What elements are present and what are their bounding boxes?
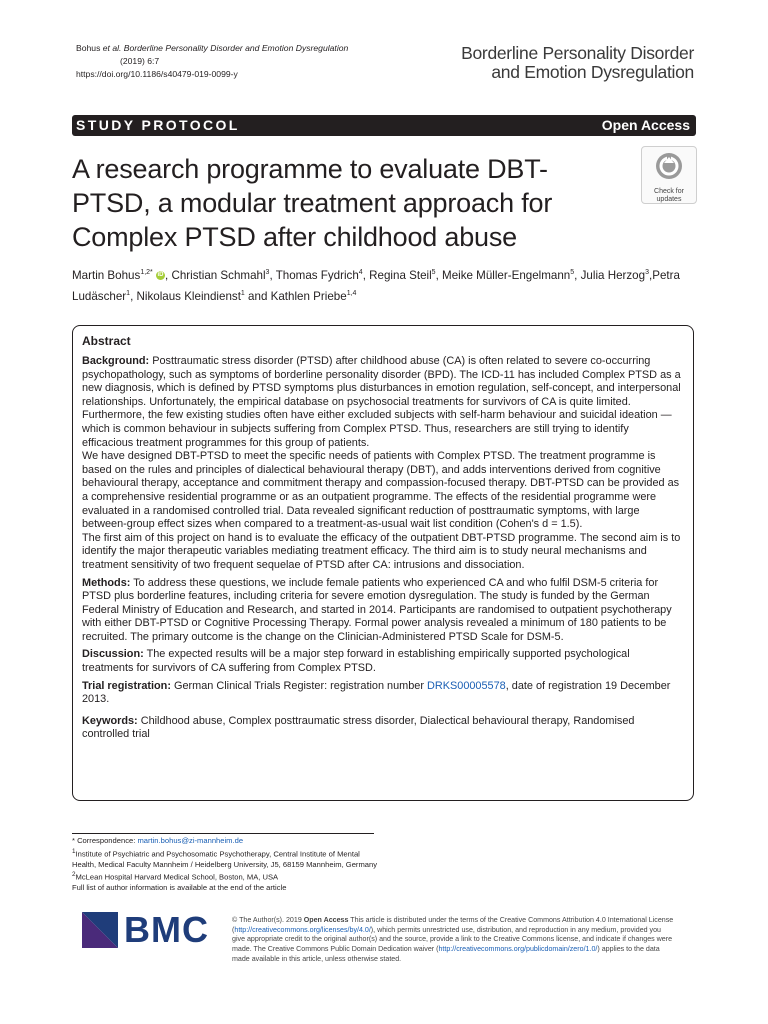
author-name[interactable]: Nikolaus Kleindienst xyxy=(136,289,241,303)
affiliation-2-text: McLean Hospital Harvard Medical School, Boston, MA, USA xyxy=(75,872,279,882)
background-text-3: The first aim of this project on hand is to evaluate the efficacy of the outpatient DBT-PTSD programme. The second aim is to identify the major therapeutic variables mediating treatment efficacy. The third aim is to study neural mechanisms and treatment sensitivity of two frequent sequelae of PTSD after CA: intrusions and dissociation. xyxy=(82,531,681,571)
trial-registration-link[interactable]: DRKS00005578 xyxy=(427,679,506,692)
author-name[interactable]: Thomas Fydrich xyxy=(275,268,359,282)
trial-label: Trial registration: xyxy=(82,679,171,692)
author-name[interactable]: Christian Schmahl xyxy=(171,268,266,282)
check-updates-icon xyxy=(654,151,684,181)
license-statement xyxy=(232,916,674,965)
check-updates-label xyxy=(642,188,696,204)
license-cc0-link[interactable]: http://creativecommons.org/publicdomain/zero/1.0/ xyxy=(438,945,598,954)
correspondence-label: * Correspondence: xyxy=(72,836,138,845)
citation-doi[interactable]: https://doi.org/10.1186/s40479-019-0099-y xyxy=(76,69,238,79)
author-affiliation-sup: 5 xyxy=(570,269,575,276)
author-separator: , xyxy=(648,268,653,282)
journal-name xyxy=(461,44,694,82)
methods-label: Methods: xyxy=(82,576,131,589)
affiliation-1 xyxy=(72,847,382,871)
author-separator: , xyxy=(165,268,172,282)
open-access-label: Open Access xyxy=(601,117,690,133)
bmc-logo-mark-icon xyxy=(82,912,118,948)
author-name[interactable]: Meike Müller-Engelmann xyxy=(442,268,571,282)
orcid-icon[interactable]: iD xyxy=(157,272,164,279)
article-type-bar xyxy=(72,115,696,136)
author-affiliation-sup: 3 xyxy=(265,269,270,276)
author-separator: , xyxy=(269,268,276,282)
bmc-logo xyxy=(82,909,217,956)
keywords-text: Childhood abuse, Complex posttraumatic stress disorder, Dialectical behavioural therapy, Randomised controlled trial xyxy=(82,714,635,741)
discussion-text: The expected results will be a major step forward in establishing empirically supported psychological treatments for survivors of CA suffering from Complex PTSD. xyxy=(82,648,630,675)
article-type-label: STUDY PROTOCOL xyxy=(76,117,240,133)
affiliation-2 xyxy=(72,870,382,883)
citation-volume: (2019) 6:7 xyxy=(120,56,160,66)
author-separator: , xyxy=(435,268,443,282)
author-affiliation-sup: 4 xyxy=(358,269,363,276)
author-name[interactable]: Kathlen Priebe xyxy=(270,289,347,303)
author-separator: , xyxy=(574,268,581,282)
footnotes xyxy=(72,836,382,894)
license-open-access: Open Access xyxy=(303,916,349,924)
citation-journal: et al. Borderline Personality Disorder and Emotion Dysregulation xyxy=(102,43,349,53)
check-updates-line2: updates xyxy=(656,196,682,203)
author-affiliation-sup: 1 xyxy=(240,289,245,297)
author-list xyxy=(72,264,700,306)
article-title: A research programme to evaluate DBT-PTSD, a modular treatment approach for Complex PTSD after childhood abuse xyxy=(72,154,553,252)
abstract-discussion xyxy=(82,648,683,675)
license-text-1: This article is distributed under the terms of the Creative Commons Attribution 4.0 International License ( xyxy=(232,916,674,934)
correspondence xyxy=(72,836,382,847)
author-name[interactable]: Regina Steil xyxy=(369,268,432,282)
journal-name-line2: and Emotion Dysregulation xyxy=(491,62,694,82)
methods-text: To address these questions, we include female patients who experienced CA and who fulfil DSM-5 criteria for PTSD plus borderline features, including criteria for severe emotion dysregulation. The study is funded by the German Federal Ministry of Education and Research, and started in 2014. Participants are randomised to outpatient psychotherapy with either DBT-PTSD or Cognitive Processing Therapy. Formal power analysis revealed a minimum of 180 patients to be recruited. The primary outcome is the change on the Clinician-Administered PTSD Scale for DSM-5. xyxy=(82,576,672,643)
author-affiliation-sup: 1,2* xyxy=(140,269,153,276)
citation-header xyxy=(76,42,406,81)
background-label: Background: xyxy=(82,355,150,367)
trial-text-pre: German Clinical Trials Register: registration number xyxy=(170,679,427,692)
author-name[interactable]: Petra Ludäscher xyxy=(72,268,680,303)
author-affiliation-sup: 3 xyxy=(645,269,649,276)
author-separator: , xyxy=(362,268,370,282)
background-text-2: We have designed DBT-PTSD to meet the specific needs of patients with Complex PTSD. The treatment programme is based on the rules and principles of dialectical behavioural therapy (DBT), and adds interventions derived from cognitive behavioural therapy, acceptance and commitment therapy and compassion-focused therapy. DBT-PTSD can be provided as a comprehensive residential programme or as an outpatient programme. The effects of the residential programme were evaluated in a randomised controlled trial. Data revealed significant reduction of posttraumatic symptoms, with large between-group effect sizes when compared to a treatment-as-usual wait list condition (Cohen's d = 1.5). xyxy=(82,450,680,531)
abstract-trial-registration xyxy=(82,680,683,707)
background-text-1: Posttraumatic stress disorder (PTSD) after childhood abuse (CA) is often related to severe co-occurring psychopathology, such as symptoms of borderline personality disorder (BPD). The ICD-11 has included Complex PTSD as a new diagnosis, which is defined by PTSD symptoms plus disturbances in emotion regulation, self-concept, and interpersonal relationships. Unfortunately, the empirical database on psychosocial treatments for survivors of CA is quite limited. Furthermore, the few existing studies often have either excluded subjects with self-harm behaviour and suicidal ideation — which is common behaviour in subjects suffering from Complex PTSD. Thus, researchers are still trying to identify efficacious treatment programmes for this group of patients. xyxy=(82,355,681,449)
license-copyright: © The Author(s). 2019 xyxy=(232,916,304,924)
check-for-updates-button[interactable] xyxy=(641,146,697,204)
author-affiliation-sup: 5 xyxy=(431,269,436,276)
affiliation-2-sup: 2 xyxy=(72,871,76,879)
abstract-keywords xyxy=(82,715,683,742)
check-updates-line1: Check for xyxy=(654,188,684,195)
bmc-logo-text: BMC xyxy=(124,909,209,950)
author-affiliation-sup: 1 xyxy=(126,289,131,297)
license-text-3: ) applies to the data made available in this article, unless otherwise stated. xyxy=(232,945,660,963)
affiliation-1-text: Institute of Psychiatric and Psychosomatic Psychotherapy, Central Institute of Mental Health, Medical Faculty Mannheim / Heidelberg University, J5, 68159 Mannheim, Germany xyxy=(72,849,378,869)
abstract-methods xyxy=(82,577,683,645)
affiliation-1-sup: 1 xyxy=(72,847,76,855)
abstract-background xyxy=(82,355,683,450)
correspondence-email-link[interactable]: martin.bohus@zi-mannheim.de xyxy=(137,836,244,845)
citation-authors: Bohus xyxy=(76,43,103,53)
discussion-label: Discussion: xyxy=(82,648,144,661)
keywords-label: Keywords: xyxy=(82,714,138,727)
license-cc-by-link[interactable]: http://creativecommons.org/licenses/by/4.0/ xyxy=(234,925,371,934)
trial-text-post: , date of registration 19 December 2013. xyxy=(82,679,671,706)
abstract-box xyxy=(72,325,694,801)
license-text-2: ), which permits unrestricted use, distribution, and reproduction in any medium, provided you give appropriate credit to the original author(s) and the source, provide a link to the Creative Commons license, and indicate if changes were made. The Creative Commons Public Domain Dedication waiver ( xyxy=(232,925,673,954)
author-name[interactable]: Martin Bohus xyxy=(72,268,141,282)
author-separator: , xyxy=(130,289,137,303)
author-name[interactable]: Julia Herzog xyxy=(580,268,646,282)
footnote-divider xyxy=(72,833,374,834)
abstract-heading: Abstract xyxy=(82,334,131,348)
author-affiliation-sup: 1,4 xyxy=(346,289,357,297)
journal-name-line1: Borderline Personality Disorder xyxy=(461,43,694,63)
full-author-info-note: Full list of author information is available at the end of the article xyxy=(72,883,287,893)
author-separator: and xyxy=(244,289,271,303)
